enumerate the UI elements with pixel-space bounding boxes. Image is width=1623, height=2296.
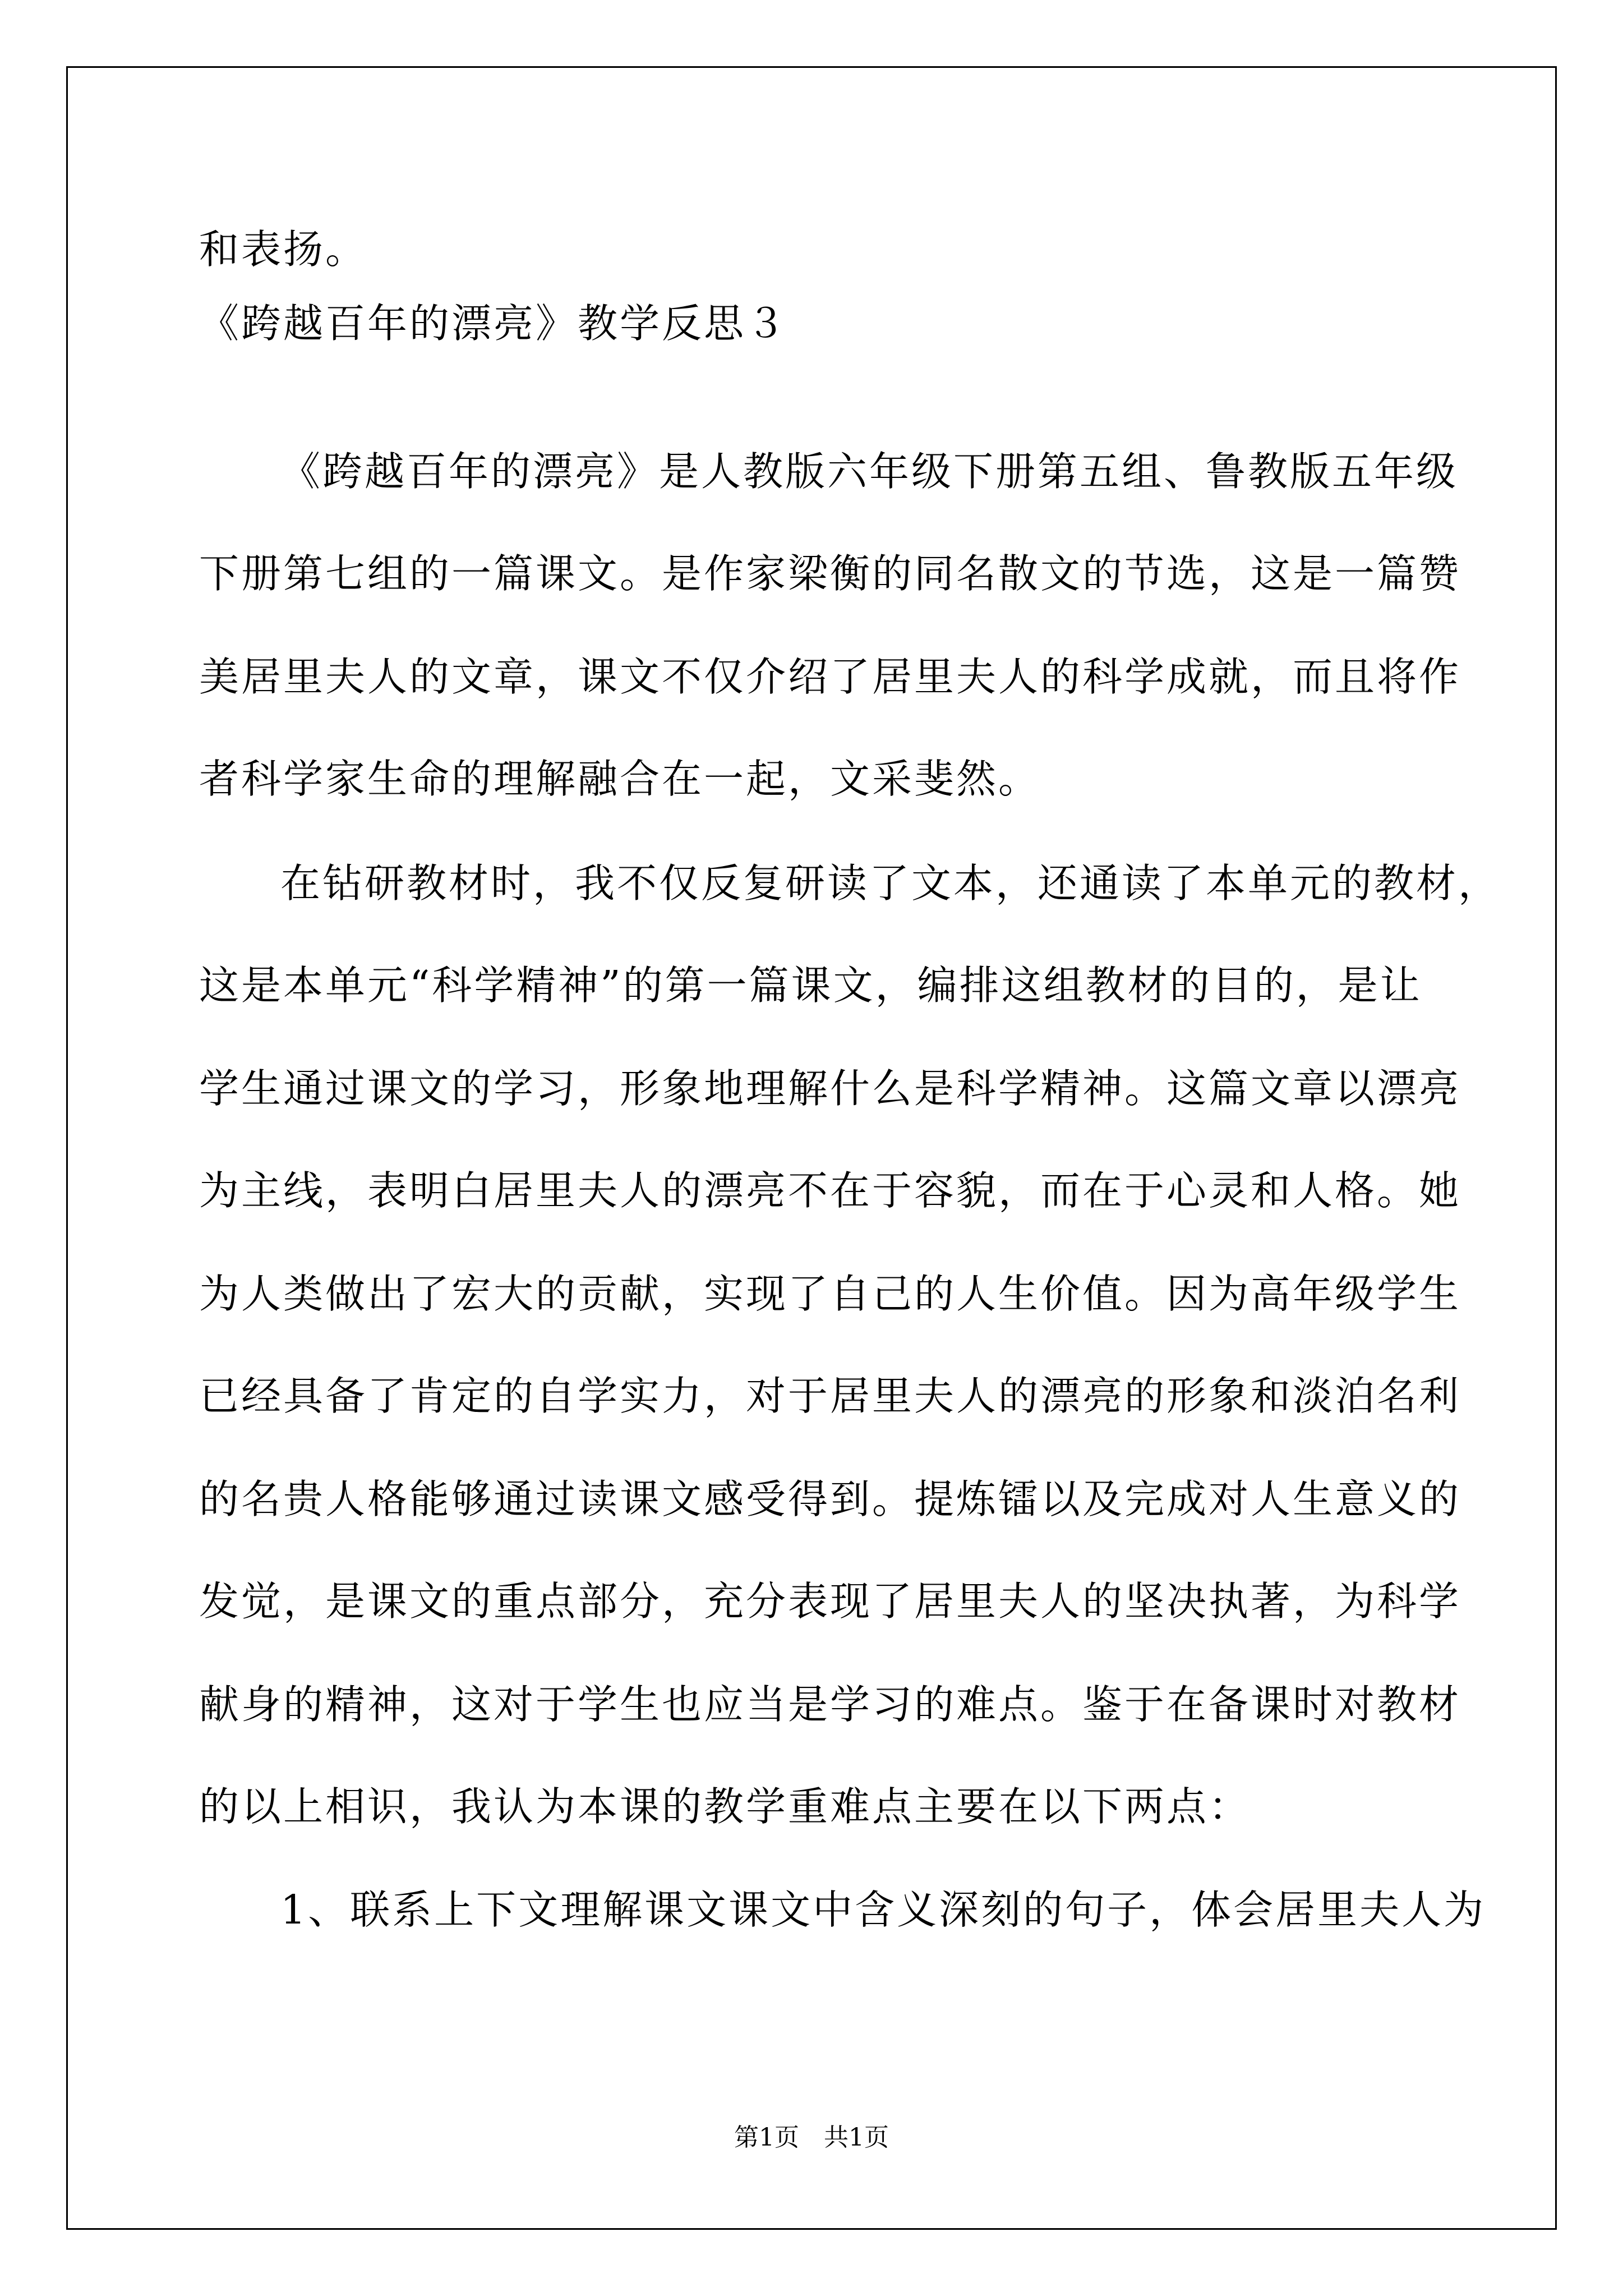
text-line-13: 的名贵人格能够通过读课文感受得到。提炼镭以及完成对人生意义的	[199, 1476, 1461, 1522]
section-heading: 《跨越百年的漂亮》教学反思３	[199, 300, 789, 347]
text-line-3: 《跨越百年的漂亮》是人教版六年级下册第五组、鲁教版五年级	[280, 448, 1459, 495]
text-line-1: 和表扬。	[199, 226, 368, 273]
page-footer: 第1页 共1页	[734, 2123, 889, 2152]
text-line-10: 为主线，表明白居里夫人的漂亮不在于容貌，而在于心灵和人格。她	[199, 1167, 1461, 1214]
text-line-4: 下册第七组的一篇课文。是作家梁衡的同名散文的节选，这是一篇赞	[199, 550, 1461, 597]
text-line-12: 已经具备了肯定的自学实力，对于居里夫人的漂亮的形象和淡泊名利	[199, 1373, 1461, 1419]
text-line-17: 1、联系上下文理解课文课文中含义深刻的句子，体会居里夫人为	[280, 1887, 1486, 1933]
text-line-11: 为人类做出了宏大的贡献，实现了自己的人生价值。因为高年级学生	[199, 1271, 1461, 1317]
text-line-7: 在钻研教材时，我不仅反复研读了文本，还通读了本单元的教材，	[280, 860, 1501, 907]
text-line-14: 发觉，是课文的重点部分，充分表现了居里夫人的坚决执著，为科学	[199, 1578, 1461, 1625]
text-line-5: 美居里夫人的文章，课文不仅介绍了居里夫人的科学成就，而且将作	[199, 654, 1461, 700]
text-line-6: 者科学家生命的理解融合在一起，文采斐然。	[199, 756, 1041, 802]
text-line-9: 学生通过课文的学习，形象地理解什么是科学精神。这篇文章以漂亮	[199, 1065, 1461, 1112]
text-line-8: 这是本单元“科学精神”的第一篇课文，编排这组教材的目的，是让	[199, 962, 1422, 1009]
text-line-16: 的以上相识，我认为本课的教学重难点主要在以下两点：	[199, 1783, 1251, 1830]
text-line-15: 献身的精神，这对于学生也应当是学习的难点。鉴于在备课时对教材	[199, 1681, 1461, 1728]
